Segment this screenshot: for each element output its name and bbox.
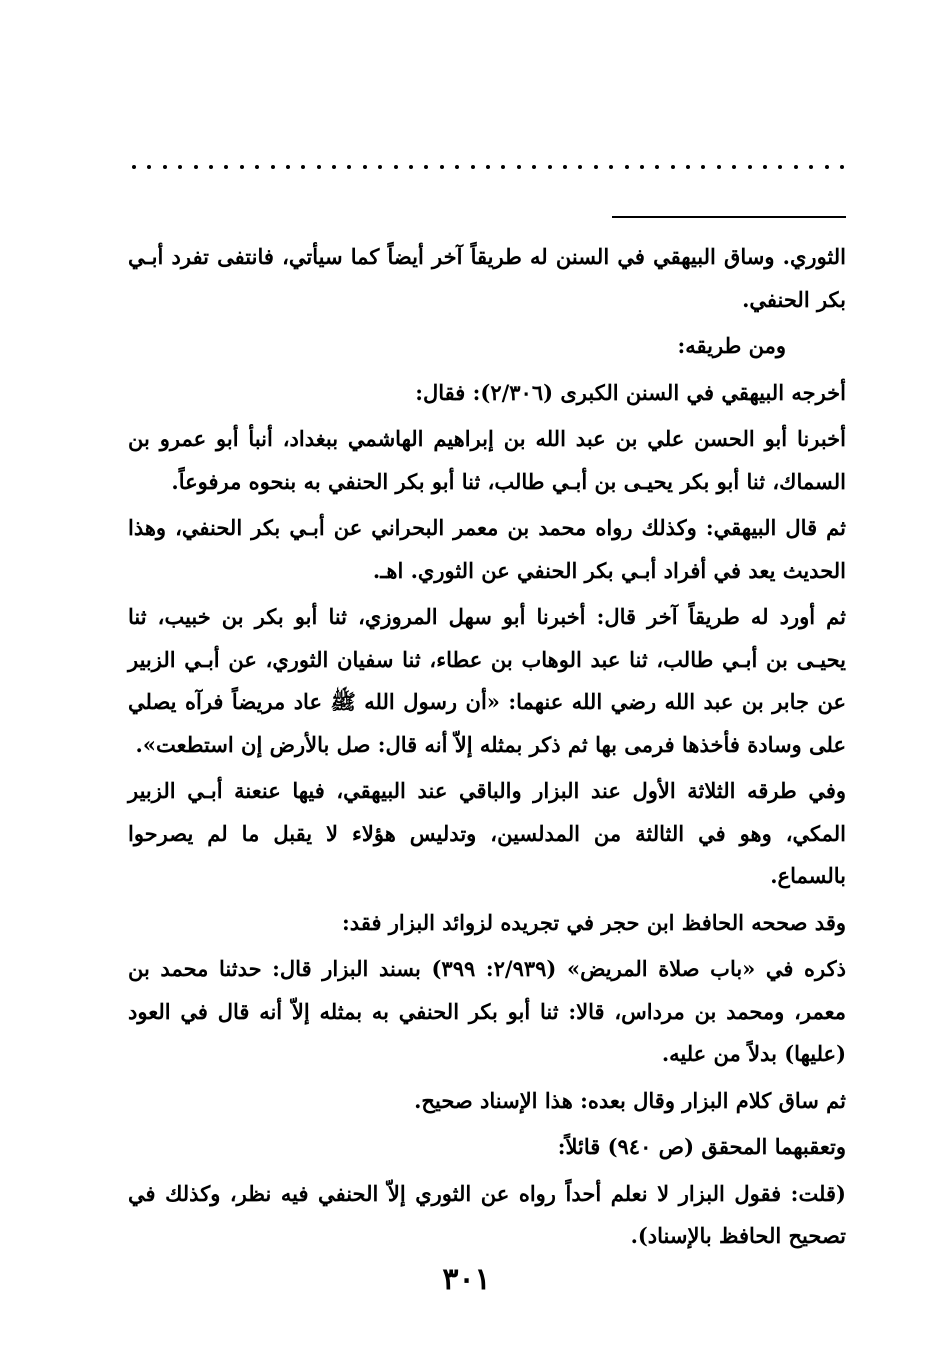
separator-dot xyxy=(194,165,198,169)
separator-dot xyxy=(686,165,690,169)
paragraph-9: ذكره في «باب صلاة المريض» (٢/٩٣٩: ٣٩٩) بسند البزار قال: حدثنا محمد بن معمر، ومحمد بن مرداس، قالا: ثنا أبو بكر الحنفي به بمثله إلاّ أنه قال في العود (عليها) بدلاً من عليه. xyxy=(128,956,846,1066)
separator-dot xyxy=(778,165,782,169)
separator-dot xyxy=(147,165,151,169)
separator-dot xyxy=(455,165,459,169)
paragraph-10: ثم ساق كلام البزار وقال بعده: هذا الإسناد صحيح. xyxy=(414,1087,846,1113)
separator-dot xyxy=(609,165,613,169)
paragraph-4: أخبرنا أبو الحسن علي بن عبد الله بن إبراهيم الهاشمي ببغداد، أنبأ أبو عمرو بن السماك، ثنا أبو بكر يحيـى بن أبـي طالب، ثنا أبو بكر الحنفي به بنحوه مرفوعاً. xyxy=(128,426,846,494)
separator-dot xyxy=(548,165,552,169)
paragraph-5: ثم قال البيهقي: وكذلك رواه محمد بن معمر البحراني عن أبـي بكر الحنفي، وهذا الحديث يعد في أفراد أبـي بكر الحنفي عن الثوري. اهـ. xyxy=(128,515,846,583)
separator-dot xyxy=(363,165,367,169)
separator-dot xyxy=(224,165,228,169)
separator-dot xyxy=(163,165,167,169)
separator-dot xyxy=(301,165,305,169)
body-text xyxy=(128,236,846,1262)
paragraph-2: ومن طريقه: xyxy=(677,333,786,358)
separator-dot xyxy=(347,165,351,169)
paragraph-3: أخرجه البيهقي في السنن الكبرى (٢/٣٠٦): فقال: xyxy=(415,379,846,405)
separator-dot xyxy=(424,165,428,169)
separator-dot xyxy=(255,165,259,169)
footnote-rule xyxy=(612,216,846,218)
separator-dot xyxy=(209,165,213,169)
separator-dot xyxy=(794,165,798,169)
separator-dot xyxy=(501,165,505,169)
separator-dot xyxy=(409,165,413,169)
separator-dot xyxy=(594,165,598,169)
separator-dot xyxy=(732,165,736,169)
separator-dot xyxy=(317,165,321,169)
separator-dot xyxy=(763,165,767,169)
separator-dot xyxy=(471,165,475,169)
separator-dot xyxy=(825,165,829,169)
paragraph-11: وتعقبهما المحقق (ص ٩٤٠) قائلاً: xyxy=(557,1134,846,1159)
paragraph-7: وفي طرقه الثلاثة الأول عند البزار والباقي عند البيهقي، فيها عنعنة أبـي الزبير المكي، وهو في الثالثة من المدلسين، وتدليس هؤلاء لا يقبل ما لم يصرحوا بالسماع. xyxy=(128,778,846,888)
separator-dot xyxy=(563,165,567,169)
separator-dot xyxy=(671,165,675,169)
page-number: ٣٠١ xyxy=(442,1262,491,1297)
separator-dot xyxy=(132,165,136,169)
separator-dot xyxy=(840,165,844,169)
separator-dot xyxy=(286,165,290,169)
paragraph-12: (قلت: فقول البزار لا نعلم أحداً رواه عن الثوري إلاّ الحنفي فيه نظر، وكذلك في تصحيح الحافظ بالإسناد). xyxy=(128,1180,846,1248)
paragraph-1: الثوري. وساق البيهقي في السنن له طريقاً آخر أيضاً كما سيأتي، فانتفى تفرد أبـي بكر الحنفي. xyxy=(128,244,846,312)
separator-dot xyxy=(332,165,336,169)
paragraph-8: وقد صححه الحافظ ابن حجر في تجريده لزوائد البزار فقد: xyxy=(342,909,846,935)
separator-dot xyxy=(532,165,536,169)
dotted-separator xyxy=(132,160,844,174)
separator-dot xyxy=(394,165,398,169)
paragraph-6: ثم أورد له طريقاً آخر قال: أخبرنا أبو سهل المروزي، ثنا أبو بكر بن خبيب، ثنا يحيـى بن أبـي طالب، ثنا عبد الوهاب بن عطاء، ثنا سفيان الثوري، عن أبـي الزبير عن جابر بن عبد الله رضي الله عنهما: «أن رسول الله ﷺ عاد مريضاً فرآه يصلي على وسادة فأخذها فرمى بها ثم ذكر بمثله إلاّ أنه قال: صل بالأرض إن استطعت». xyxy=(128,604,846,757)
separator-dot xyxy=(440,165,444,169)
separator-dot xyxy=(717,165,721,169)
separator-dot xyxy=(640,165,644,169)
separator-dot xyxy=(809,165,813,169)
separator-dot xyxy=(378,165,382,169)
separator-dot xyxy=(517,165,521,169)
separator-dot xyxy=(271,165,275,169)
separator-dot xyxy=(240,165,244,169)
separator-dot xyxy=(578,165,582,169)
separator-dot xyxy=(486,165,490,169)
separator-dot xyxy=(748,165,752,169)
separator-dot xyxy=(178,165,182,169)
separator-dot xyxy=(655,165,659,169)
separator-dot xyxy=(625,165,629,169)
separator-dot xyxy=(701,165,705,169)
